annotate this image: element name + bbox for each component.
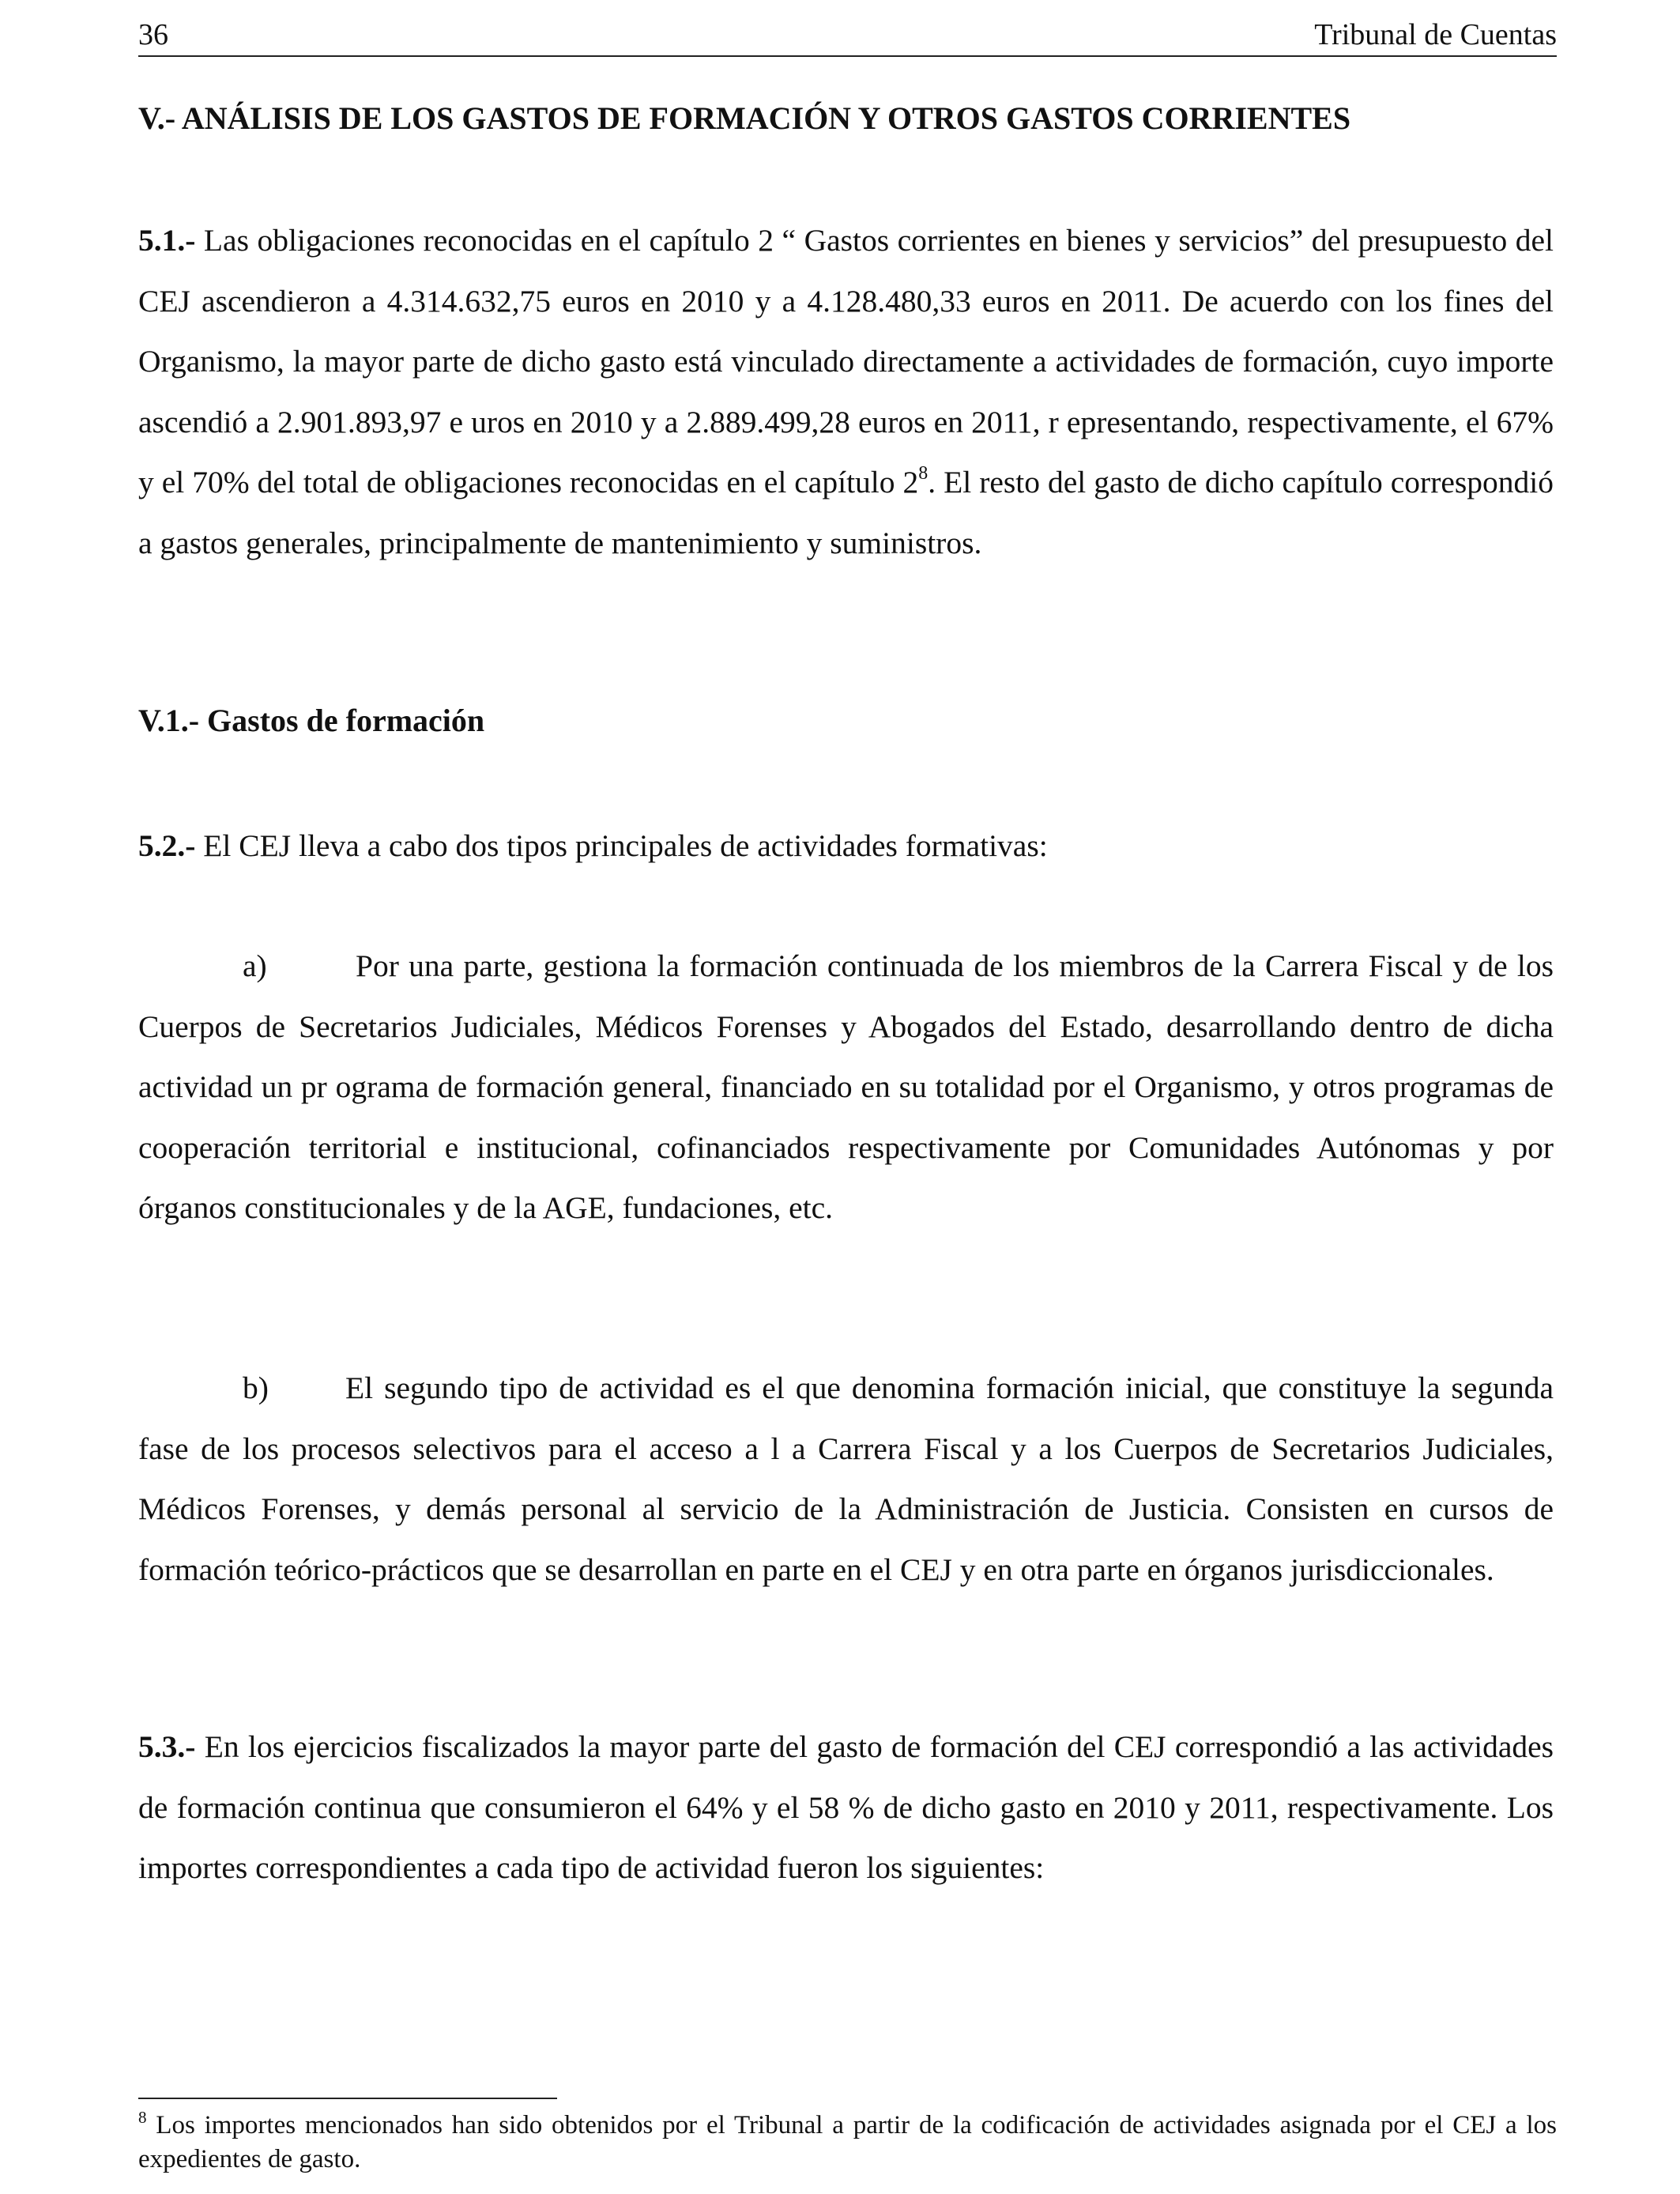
list-marker: b) [243,1370,269,1405]
footnote-text: Los importes mencionados han sido obtenidos por el Tribunal a partir de la codificación de actividades asignada por el CEJ a los expedientes de gasto. [138,2111,1557,2173]
footnote-reference[interactable]: 8 [918,463,929,484]
paragraph-5-3 [138,1717,1554,1898]
footnote-rule [138,2098,557,2099]
paragraph-text: El CEJ lleva a cabo dos tipos principales de actividades formativas: [195,828,1048,863]
header-rule [138,55,1557,57]
paragraph-number: 5.1.- [138,223,196,258]
paragraph-5-2 [138,816,1554,876]
page-number: 36 [138,18,168,51]
list-item-text: El segundo tipo de actividad es el que denomina formación inicial, que constituye la segunda fase de los procesos selectivos para el acceso a l a Carrera Fiscal y a los Cuerpos de Secretarios Judiciales, Médicos Forenses, y demás personal al servicio de la Administración de Justicia. Consisten en cursos de formación teórico-prácticos que se desarrollan en parte en el CEJ y en otra parte en órganos jurisdiccionales. [138,1370,1554,1587]
section-title: V.- ANÁLISIS DE LOS GASTOS DE FORMACIÓN Y OTROS GASTOS CORRIENTES [138,100,1351,136]
paragraph-number: 5.2.- [138,828,196,863]
list-item-text: Por una parte, gestiona la formación continuada de los miembros de la Carrera Fiscal y de los Cuerpos de Secretarios Judiciales, Médicos Forenses y Abogados del Estado, desarrollando dentro de dicha actividad un pr ograma de formación general, financiado en su totalidad por el Organismo, y otros programas de cooperación territorial e institucional, cofinanciados respectivamente por Comunidades Autónomas y por órganos constitucionales y de la AGE, fundaciones, etc. [138,948,1554,1225]
paragraph-text-continued: . El resto del gasto de dicho capítulo correspondió a gastos generales, principalmente de mantenimiento y suministros. [138,465,1554,560]
paragraph-text: En los ejercicios fiscalizados la mayor parte del gasto de formación del CEJ correspondió a las actividades de formación continua que consumieron el 64% y el 58 % de dicho gasto en 2010 y 2011, respectivamente. Los importes correspondientes a cada tipo de actividad fueron los siguientes: [138,1729,1554,1885]
paragraph-text: Las obligaciones reconocidas en el capítulo 2 “ Gastos corrientes en bienes y servicios” del presupuesto del CEJ ascendieron a 4.314.632,75 euros en 2010 y a 4.128.480,33 euros en 2011. De acuerdo con los fines del Organismo, la mayor parte de dicho gasto está vinculado directamente a actividades de formación, cuyo importe ascendió a 2.901.893,97 e uros en 2010 y a 2.889.499,28 euros en 2011, r epresentando, respectivamente, el 67% y el 70% del total de obligaciones reconocidas en el capítulo 2 [138,223,1554,499]
footnote [138,2109,1557,2177]
list-item-b [138,1358,1554,1600]
subsection-title: V.1.- Gastos de formación [138,703,485,738]
paragraph-number: 5.3.- [138,1729,196,1764]
paragraph-5-1 [138,210,1554,573]
running-header [138,14,1557,55]
list-item-a [138,936,1554,1238]
footnote-number: 8 [138,2108,147,2127]
running-title: Tribunal de Cuentas [1314,18,1557,51]
list-marker: a) [243,948,267,983]
